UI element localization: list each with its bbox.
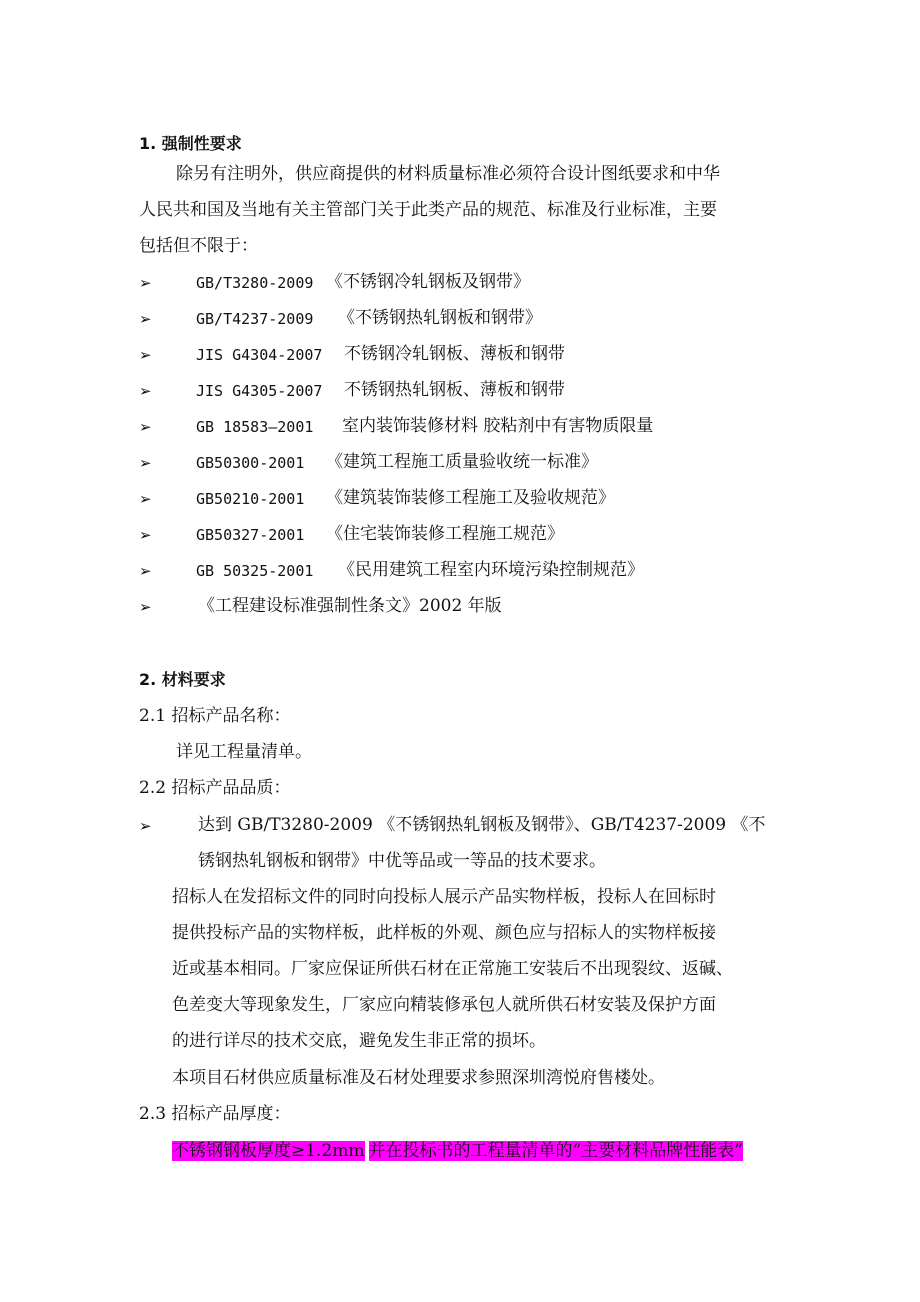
standard-code: GB/T3280-2009 <box>196 274 314 292</box>
bullet-arrow-icon: ➢ <box>139 346 152 364</box>
intro-line-1: 除另有注明外，供应商提供的材料质量标准必须符合设计图纸要求和中华 <box>176 164 720 184</box>
standard-code: GB/T4237-2009 <box>196 310 314 328</box>
bullet-arrow-icon: ➢ <box>139 817 152 835</box>
reference-text: 本项目石材供应质量标准及石材处理要求参照深圳湾悦府售楼处。 <box>172 1068 665 1088</box>
bullet-arrow-icon: ➢ <box>139 562 152 580</box>
sample-para-line-2: 提供投标产品的实物样板，此样板的外观、颜色应与招标人的实物样板接 <box>172 923 716 943</box>
bullet-arrow-icon: ➢ <box>139 418 152 436</box>
standard-title: 不锈钢热轧钢板、薄板和钢带 <box>344 380 565 400</box>
intro-line-2: 人民共和国及当地有关主管部门关于此类产品的规范、标准及行业标准，主要 <box>139 200 717 220</box>
standard-title: 《工程建设标准强制性条文》2002 年版 <box>198 596 502 616</box>
standard-code: GB50210-2001 <box>196 490 305 508</box>
standard-title: 室内装饰装修材料 胶粘剂中有害物质限量 <box>342 416 654 436</box>
standard-code: JIS G4305-2007 <box>196 382 323 400</box>
section-1-heading: 1. 强制性要求 <box>139 134 242 153</box>
sample-para-line-3: 近或基本相同。厂家应保证所供石材在正常施工安装后不出现裂纹、返碱、 <box>172 959 733 979</box>
bullet-arrow-icon: ➢ <box>139 310 152 328</box>
standard-title: 《不锈钢冷轧钢板及钢带》 <box>326 272 530 292</box>
intro-line-3: 包括但不限于： <box>139 236 258 256</box>
standard-code: GB 50325-2001 <box>196 562 314 580</box>
highlight-materials-table: 并在投标书的工程量清单的“主要材料品牌性能表” <box>368 1141 743 1161</box>
standard-code: JIS G4304-2007 <box>196 346 323 364</box>
standard-code: GB50300-2001 <box>196 454 305 472</box>
bullet-arrow-icon: ➢ <box>139 454 152 472</box>
subsection-2-3-label: 2.3 招标产品厚度： <box>139 1104 291 1124</box>
highlight-thickness: 不锈钢钢板厚度≥1.2mm <box>172 1141 365 1161</box>
subsection-2-1-text: 详见工程量清单。 <box>176 742 312 762</box>
quality-bullet-line-2: 锈钢热轧钢板和钢带》中优等品或一等品的技术要求。 <box>198 851 606 871</box>
standard-title: 《不锈钢热轧钢板和钢带》 <box>338 308 542 328</box>
bullet-arrow-icon: ➢ <box>139 526 152 544</box>
sample-para-line-4: 色差变大等现象发生，厂家应向精装修承包人就所供石材安装及保护方面 <box>172 995 716 1015</box>
bullet-arrow-icon: ➢ <box>139 490 152 508</box>
standard-title: 《住宅装饰装修工程施工规范》 <box>326 524 564 544</box>
subsection-2-2-label: 2.2 招标产品品质： <box>139 778 291 798</box>
standard-title: 《建筑装饰装修工程施工及验收规范》 <box>326 488 615 508</box>
standard-title: 《建筑工程施工质量验收统一标准》 <box>326 452 598 472</box>
thickness-requirement <box>172 1139 743 1163</box>
bullet-arrow-icon: ➢ <box>139 382 152 400</box>
bullet-arrow-icon: ➢ <box>139 598 152 616</box>
quality-bullet-line-1: 达到 GB/T3280-2009 《不锈钢热轧钢板及钢带》、GB/T4237-2009 《不 <box>198 815 766 835</box>
standard-title: 《民用建筑工程室内环境污染控制规范》 <box>338 560 644 580</box>
section-2-heading: 2. 材料要求 <box>139 670 226 689</box>
bullet-arrow-icon: ➢ <box>139 274 152 292</box>
sample-para-line-1: 招标人在发招标文件的同时向投标人展示产品实物样板，投标人在回标时 <box>172 887 716 907</box>
subsection-2-1-label: 2.1 招标产品名称： <box>139 706 291 726</box>
sample-para-line-5: 的进行详尽的技术交底，避免发生非正常的损坏。 <box>172 1031 546 1051</box>
standard-code: GB 18583—2001 <box>196 418 314 436</box>
standard-code: GB50327-2001 <box>196 526 305 544</box>
standard-title: 不锈钢冷轧钢板、薄板和钢带 <box>344 344 565 364</box>
